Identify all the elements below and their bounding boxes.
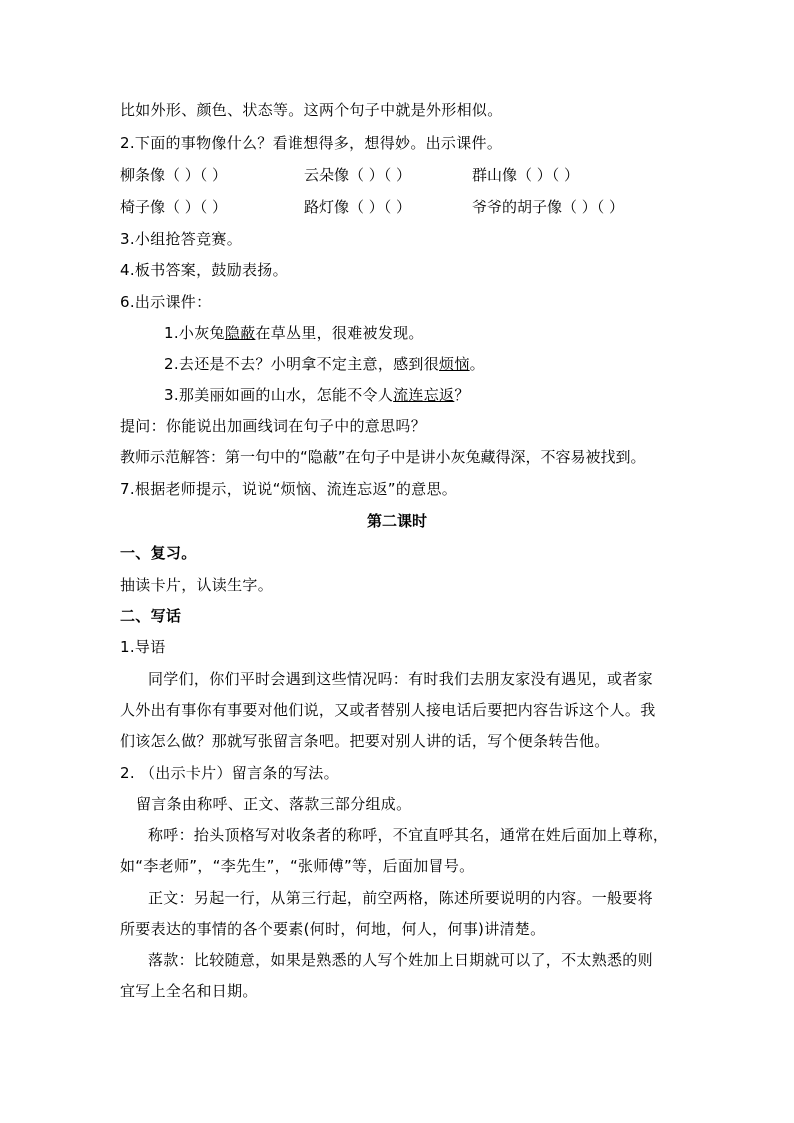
intro-paragraph-line-3: 们该怎么做？那就写张留言条吧。把要对别人讲的话，写个便条转告他。 bbox=[120, 732, 610, 750]
subheading-note-format: 2. （出示卡片）留言条的写法。 bbox=[120, 764, 339, 782]
intro-paragraph-line-2: 人外出有事你有事要对他们说，又或者替别人接电话后要把内容告诉这个人。我 bbox=[120, 701, 656, 719]
sentence-3-underlined: 流连忘返 bbox=[393, 386, 455, 404]
text-line-shape-similarity: 比如外形、颜色、状态等。这两个句子中就是外形相似。 bbox=[120, 101, 503, 119]
sentence-3-post: ？ bbox=[454, 386, 470, 404]
heading-writing: 二、写话 bbox=[120, 607, 182, 625]
sentence-2-underlined: 烦恼 bbox=[439, 355, 470, 373]
task-7: 7.根据老师提示，说说“烦恼、流连忘返”的意思。 bbox=[120, 480, 458, 498]
simile-willow: 柳条像（ ）（ ） bbox=[120, 166, 228, 184]
sentence-1 bbox=[164, 323, 424, 343]
intro-paragraph-line-1: 同学们，你们平时会遇到这些情况吗：有时我们去朋友家没有遇见，或者家 bbox=[148, 670, 653, 688]
lesson-title: 第二课时 bbox=[366, 512, 427, 530]
task-6: 6.出示课件： bbox=[120, 293, 212, 311]
sentence-1-pre: 1.小灰兔 bbox=[164, 324, 225, 342]
simile-cloud: 云朵像（ ）（ ） bbox=[304, 166, 412, 184]
teacher-demo-line: 教师示范解答：第一句中的“隐蔽”在句子中是讲小灰兔藏得深，不容易被找到。 bbox=[120, 448, 646, 466]
subheading-intro: 1.导语 bbox=[120, 638, 166, 656]
task-4: 4.板书答案，鼓励表扬。 bbox=[120, 261, 288, 279]
sentence-2-pre: 2.去还是不去？小明拿不定主意，感到很 bbox=[164, 355, 440, 373]
body-line-2: 所要表达的事情的各个要素(何时，何地，何人，何事)讲清楚。 bbox=[120, 920, 546, 938]
sentence-1-underlined: 隐蔽 bbox=[224, 324, 256, 342]
review-text: 抽读卡片，认读生字。 bbox=[120, 576, 274, 594]
sentence-2 bbox=[164, 354, 485, 374]
sentence-3-pre: 3.那美丽如画的山水，怎能不令人 bbox=[164, 386, 394, 404]
task-3: 3.小组抢答竞赛。 bbox=[120, 230, 243, 248]
simile-mountains: 群山像（ ）（ ） bbox=[472, 166, 580, 184]
signature-line-2: 宜写上全名和日期。 bbox=[120, 982, 258, 1000]
sentence-2-post: 。 bbox=[469, 355, 485, 373]
sentence-3 bbox=[164, 385, 470, 405]
simile-chair: 椅子像（ ）（ ） bbox=[120, 198, 228, 216]
simile-streetlight: 路灯像（ ）（ ） bbox=[304, 198, 412, 216]
simile-grandpa-beard: 爷爷的胡子像（ ）（ ） bbox=[472, 198, 625, 216]
heading-review: 一、复习。 bbox=[120, 544, 197, 562]
question-line: 提问：你能说出加画线词在句子中的意思吗？ bbox=[120, 417, 427, 435]
body-line-1: 正文：另起一行，从第三行起，前空两格，陈述所要说明的内容。一般要将 bbox=[148, 889, 653, 907]
signature-line-1: 落款：比较随意，如果是熟悉的人写个姓加上日期就可以了，不太熟悉的则 bbox=[148, 951, 653, 969]
sentence-1-post: 在草丛里，很难被发现。 bbox=[255, 324, 424, 342]
salutation-line-2: 如“李老师”，“李先生”，“张师傅”等，后面加冒号。 bbox=[120, 857, 475, 875]
salutation-line-1: 称呼：抬头顶格写对收条者的称呼，不宜直呼其名，通常在姓后面加上尊称， bbox=[148, 826, 669, 844]
note-parts-line: 留言条由称呼、正文、落款三部分组成。 bbox=[136, 795, 412, 813]
task-2: 2.下面的事物像什么？看谁想得多，想得妙。出示课件。 bbox=[120, 134, 503, 152]
